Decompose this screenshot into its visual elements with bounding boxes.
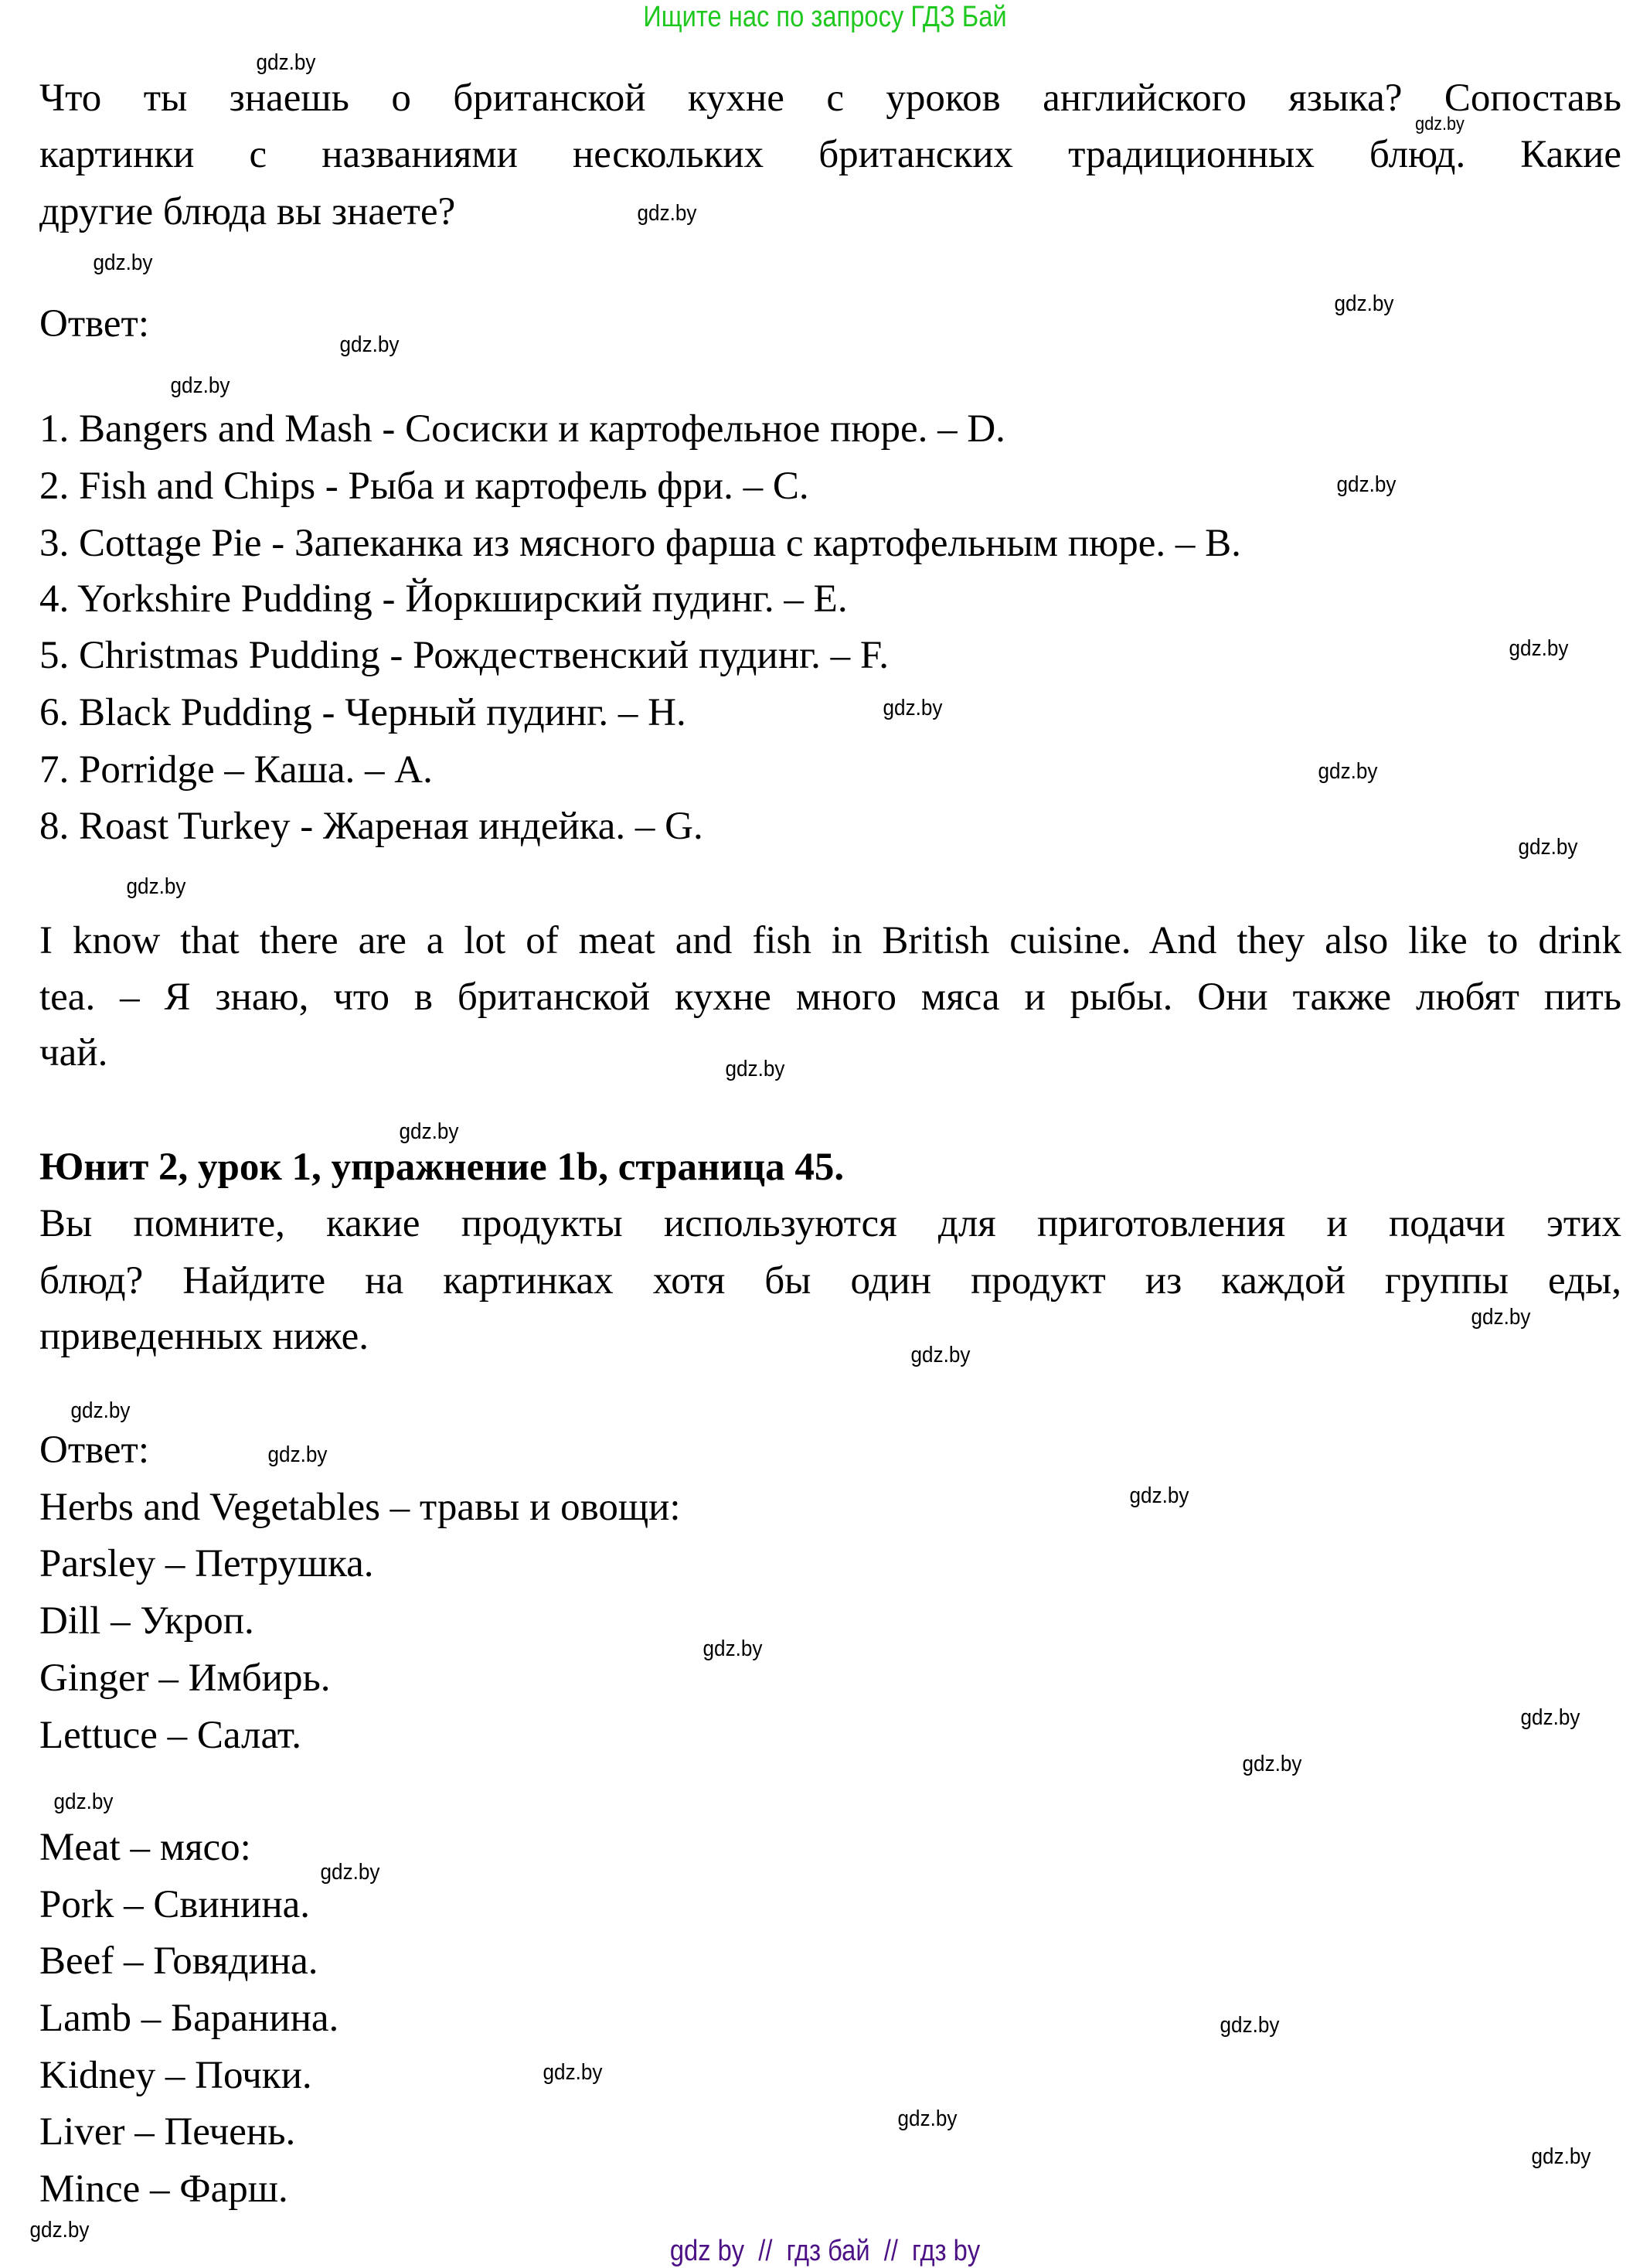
watermark: gdz.by (1509, 636, 1569, 661)
paragraph-line: I know that there are a lot of meat and fish in British cuisine. And they also like to drink (39, 919, 1621, 962)
list-item: Liver – Печень. (39, 2110, 296, 2154)
watermark: gdz.by (725, 1057, 785, 1081)
watermark: gdz.by (1531, 2144, 1591, 2169)
section-heading: Юнит 2, урок 1, упражнение 1b, страница 45. (39, 1146, 845, 1189)
watermark: gdz.by (1318, 759, 1378, 784)
question-line: Что ты знаешь о британской кухне с уроков английского языка? Сопоставь (39, 77, 1621, 120)
group-title: Meat – мясо: (39, 1826, 251, 1869)
watermark: gdz.by (29, 2218, 90, 2242)
answer-label: Ответ: (39, 1429, 149, 1472)
watermark: gdz.by (70, 1398, 131, 1423)
question-line: другие блюда вы знаете? (39, 190, 456, 233)
watermark: gdz.by (267, 1442, 328, 1467)
watermark: gdz.by (93, 250, 153, 275)
list-item: Parsley – Петрушка. (39, 1542, 374, 1585)
list-item: 4. Yorkshire Pudding - Йоркширский пудинг. – E. (39, 577, 848, 621)
list-item: Ginger – Имбирь. (39, 1657, 331, 1700)
list-item: 1. Bangers and Mash - Сосиски и картофельное пюре. – D. (39, 407, 1005, 451)
watermark: gdz.by (399, 1119, 459, 1144)
watermark: gdz.by (1415, 114, 1465, 135)
watermark: gdz.by (883, 696, 943, 720)
question-line: картинки с названиями нескольких британских традиционных блюд. Какие (39, 133, 1621, 176)
list-item: Lettuce – Салат. (39, 1714, 301, 1757)
promo-banner: Ищите нас по запросу ГДЗ Бай (643, 1, 1007, 33)
watermark: gdz.by (126, 874, 186, 899)
watermark: gdz.by (170, 373, 230, 398)
watermark: gdz.by (1129, 1483, 1189, 1508)
watermark: gdz.by (1334, 291, 1394, 316)
paragraph-line: чай. (39, 1031, 108, 1074)
watermark: gdz.by (1220, 2013, 1280, 2038)
question-line: Вы помните, какие продукты используются для приготовления и подачи этих (39, 1202, 1621, 1245)
list-item: 6. Black Pudding - Черный пудинг. – H. (39, 691, 686, 734)
watermark: gdz.by (256, 50, 316, 75)
watermark: gdz.by (53, 1790, 114, 1814)
list-item: 5. Christmas Pudding - Рождественский пудинг. – F. (39, 634, 889, 677)
watermark: gdz.by (637, 201, 697, 226)
paragraph-line: tea. – Я знаю, что в британской кухне много мяса и рыбы. Они также любят пить (39, 976, 1621, 1019)
watermark: gdz.by (1471, 1305, 1531, 1330)
list-item: 7. Porridge – Каша. – A. (39, 748, 433, 792)
watermark: gdz.by (1520, 1705, 1580, 1730)
list-item: Beef – Говядина. (39, 1939, 318, 1983)
list-item: 3. Cottage Pie - Запеканка из мясного фарша с картофельным пюре. – B. (39, 522, 1241, 565)
watermark: gdz.by (703, 1636, 763, 1661)
watermark: gdz.by (1518, 835, 1578, 860)
list-item: Pork – Свинина. (39, 1883, 311, 1926)
list-item: 2. Fish and Chips - Рыба и картофель фри. – C. (39, 465, 809, 508)
question-line: блюд? Найдите на картинках хотя бы один продукт из каждой группы еды, (39, 1259, 1621, 1303)
watermark: gdz.by (320, 1860, 380, 1885)
question-line: приведенных ниже. (39, 1315, 369, 1358)
list-item: Kidney – Почки. (39, 2054, 312, 2097)
list-item: Lamb – Баранина. (39, 1997, 339, 2040)
answer-label: Ответ: (39, 302, 149, 346)
watermark: gdz.by (543, 2060, 603, 2085)
watermark: gdz.by (1242, 1752, 1302, 1776)
watermark: gdz.by (339, 332, 400, 357)
list-item: 8. Roast Turkey - Жареная индейка. – G. (39, 805, 703, 848)
watermark: gdz.by (1336, 472, 1397, 497)
watermark: gdz.by (897, 2106, 958, 2131)
list-item: Mince – Фарш. (39, 2168, 288, 2211)
group-title: Herbs and Vegetables – травы и овощи: (39, 1486, 681, 1529)
footer-links: gdz by // гдз бай // гдз by (669, 2235, 981, 2267)
watermark: gdz.by (910, 1343, 971, 1367)
list-item: Dill – Укроп. (39, 1599, 254, 1643)
